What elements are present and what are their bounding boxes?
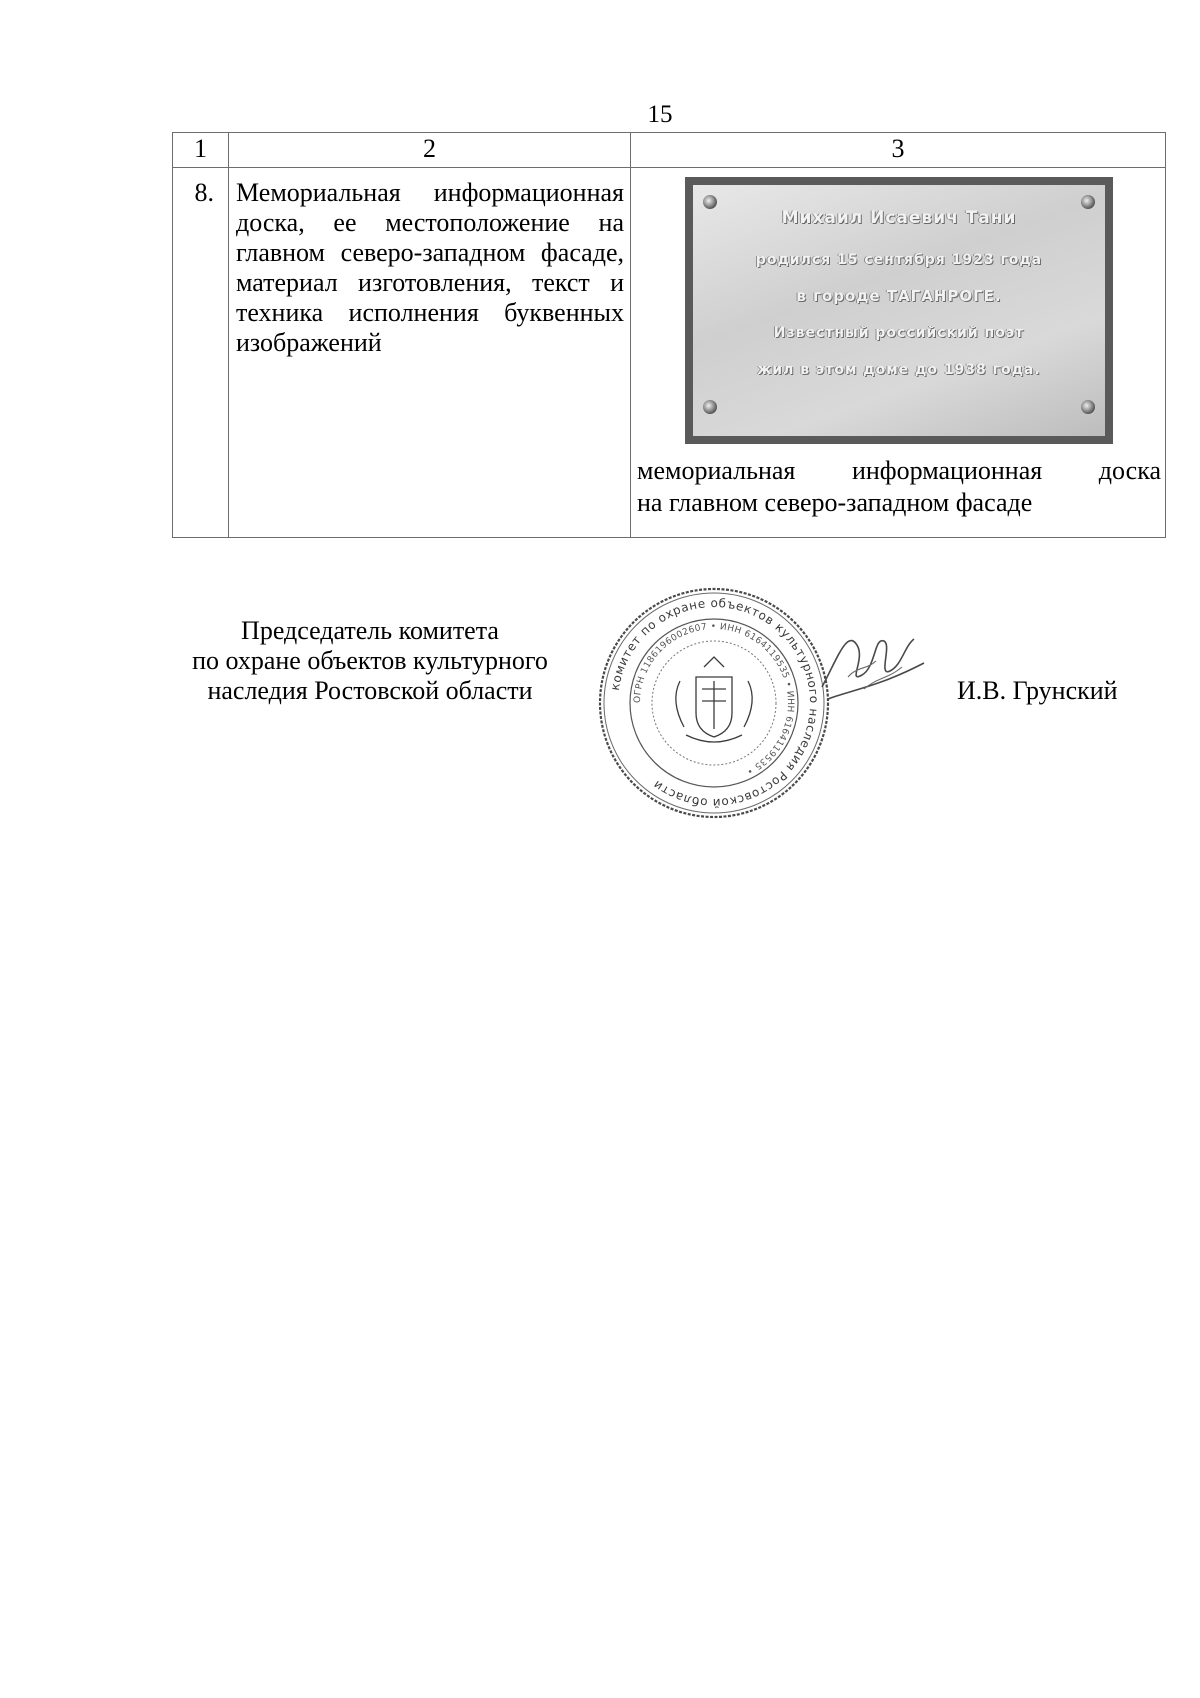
plaque-text-line: Известный российский поэт [773, 325, 1025, 341]
object-description-cell [229, 168, 631, 538]
position-line: Председатель комитета [241, 616, 499, 645]
objects-table [172, 132, 1166, 538]
handwritten-signature [818, 617, 928, 712]
column-header-2: 2 [229, 133, 631, 168]
photo-caption [637, 455, 1161, 519]
table-header-row [173, 133, 1166, 168]
screw-icon [1081, 400, 1095, 414]
official-seal [596, 585, 832, 821]
photo-cell [631, 168, 1166, 538]
row-number: 8. [173, 168, 229, 538]
plaque-text-line: в городе ТАГАНРОГЕ. [796, 287, 1002, 305]
table-row [173, 168, 1166, 538]
page-number: 15 [647, 101, 673, 128]
position-line: наследия Ростовской области [207, 676, 533, 705]
column-header-1: 1 [173, 133, 229, 168]
photo-caption-line-2: на главном северо-западном фасаде [637, 488, 1033, 517]
position-line: по охране объектов культурного [192, 646, 548, 675]
plaque-text-line: Михаил Исаевич Тани [781, 208, 1017, 228]
signatory-position [160, 616, 580, 706]
coat-of-arms-icon [676, 657, 752, 742]
photo-caption-line-1: мемориальная информационная доска [637, 456, 1161, 485]
memorial-plaque-photo [685, 177, 1113, 444]
plaque-text-line: родился 15 сентября 1923 года [755, 252, 1043, 268]
object-description: Мемориальная информационная доска, ее местоположение на главном северо-западном фасаде, материал изготовления, текст и техника исполнения буквенных изображений [236, 178, 624, 357]
svg-text:ОГРН 1186196002607 • ИНН 61641: ОГРН 1186196002607 • ИНН 6164119535 • ИНН 6164119535 • [632, 621, 796, 777]
svg-text:комитет по охране объектов кул: комитет по охране объектов культурного наследия Ростовской области [607, 595, 822, 811]
plaque-surface [693, 185, 1105, 436]
signatory-name: И.В. Грунский [957, 676, 1118, 705]
screw-icon [703, 400, 717, 414]
plaque-text-line: жил в этом доме до 1938 года. [757, 362, 1041, 378]
column-header-3: 3 [631, 133, 1166, 168]
